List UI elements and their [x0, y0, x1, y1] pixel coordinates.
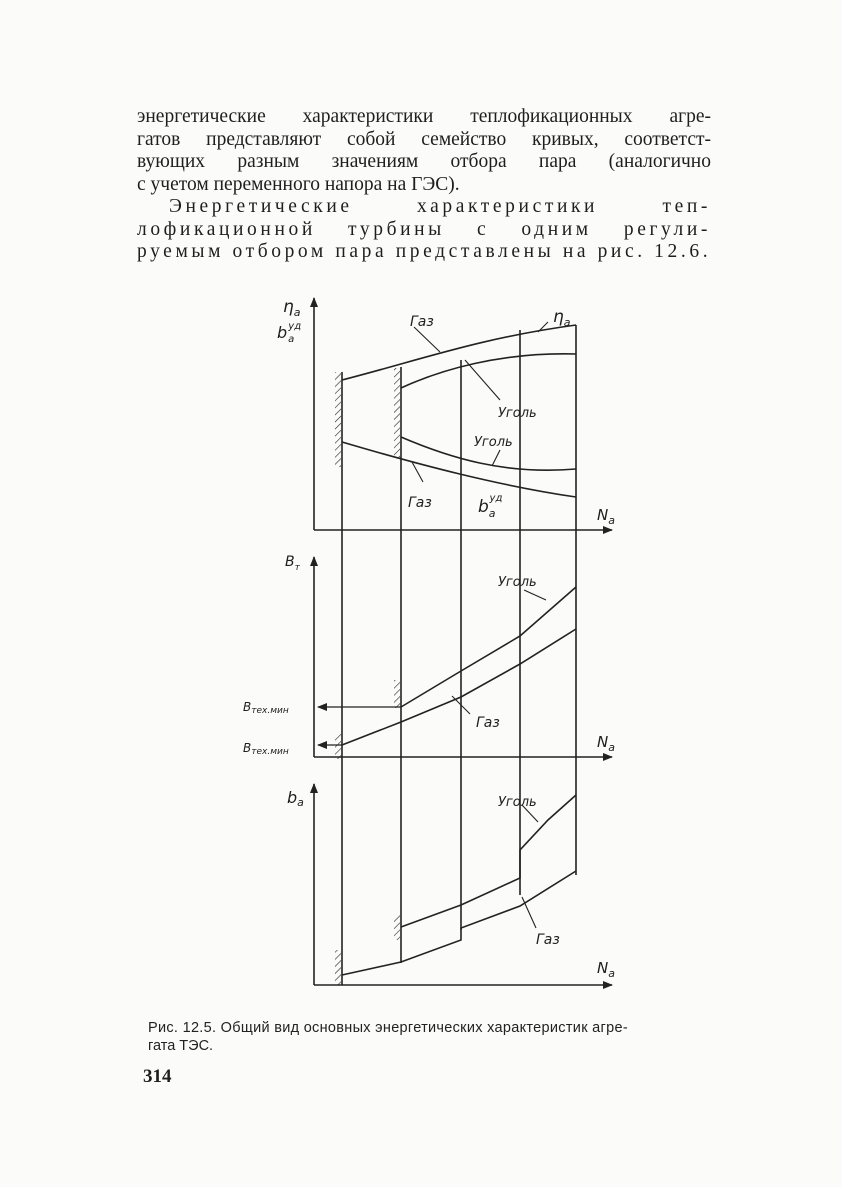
- curve-ba-coal: [401, 795, 576, 927]
- bot-x-label: $N_a$: [597, 959, 615, 980]
- top-x-label: $N_a$: [597, 506, 615, 527]
- curve-eta-coal: [401, 354, 576, 388]
- curve-eta-gas: [342, 325, 576, 380]
- top-label-b-curve: $b_aуд$: [478, 493, 503, 520]
- mid-label-bmin-upper: Bтех.мин: [243, 700, 289, 716]
- top-hatch-left: [335, 372, 341, 467]
- top-label-coal-upper: Уголь: [498, 406, 537, 421]
- page-number: 314: [143, 1066, 172, 1087]
- mid-hatch-right: [394, 680, 400, 708]
- bot-hatch-right: [394, 915, 400, 940]
- mid-label-gas: Газ: [476, 715, 500, 731]
- mid-x-label: $N_a$: [597, 733, 615, 754]
- curve-b-total-gas: [342, 629, 576, 745]
- leader-coal-upper: [465, 360, 500, 400]
- curve-ba-gas: [342, 871, 576, 975]
- top-label-gas-upper: Газ: [410, 314, 434, 330]
- text-line: с учетом переменного напора на ГЭС).: [137, 173, 460, 195]
- leader-bot-gas: [522, 897, 536, 928]
- bot-label-gas: Газ: [536, 932, 560, 948]
- leader-gas-lower: [412, 462, 423, 482]
- caption-line: гата ТЭС.: [148, 1038, 214, 1054]
- top-hatch-right: [394, 368, 400, 458]
- leader-mid-coal: [524, 590, 546, 600]
- top-label-eta-curve: $\eta_a$: [553, 307, 571, 329]
- mid-label-bmin-lower: Bтех.мин: [243, 741, 289, 757]
- curve-b-total-coal: [401, 587, 576, 707]
- text-line: руемым отбором пара представлены на рис. 12.6.: [137, 241, 712, 262]
- text-line: вующих разным значениям отбора пара (аналогично: [137, 151, 711, 172]
- bot-y-label: ba: [287, 788, 304, 809]
- top-y-label-b: $b_aуд$: [277, 321, 302, 345]
- text-line: энергетические характеристики теплофикационных агре-: [137, 106, 711, 127]
- top-y-label-eta: $\eta_a$: [283, 297, 301, 319]
- top-label-coal-lower: Уголь: [474, 435, 513, 450]
- bot-label-coal: Уголь: [498, 795, 537, 810]
- leader-gas-upper: [414, 327, 440, 352]
- top-label-gas-lower: Газ: [408, 495, 432, 511]
- caption-line: Рис. 12.5. Общий вид основных энергетических характеристик агре-: [148, 1020, 628, 1036]
- text-line: гатов представляют собой семейство кривых, соответст-: [137, 128, 711, 150]
- mid-y-label: $B_т$: [285, 554, 300, 573]
- leader-coal-lower: [492, 450, 500, 466]
- mid-hatch-left: [335, 734, 341, 759]
- mid-label-coal: Уголь: [498, 575, 537, 590]
- figure-caption: [148, 1019, 708, 1055]
- bot-hatch-left: [335, 950, 341, 985]
- text-line: Энергетические характеристики теп-: [169, 196, 711, 217]
- text-line: лофикационной турбины с одним регули-: [137, 218, 711, 240]
